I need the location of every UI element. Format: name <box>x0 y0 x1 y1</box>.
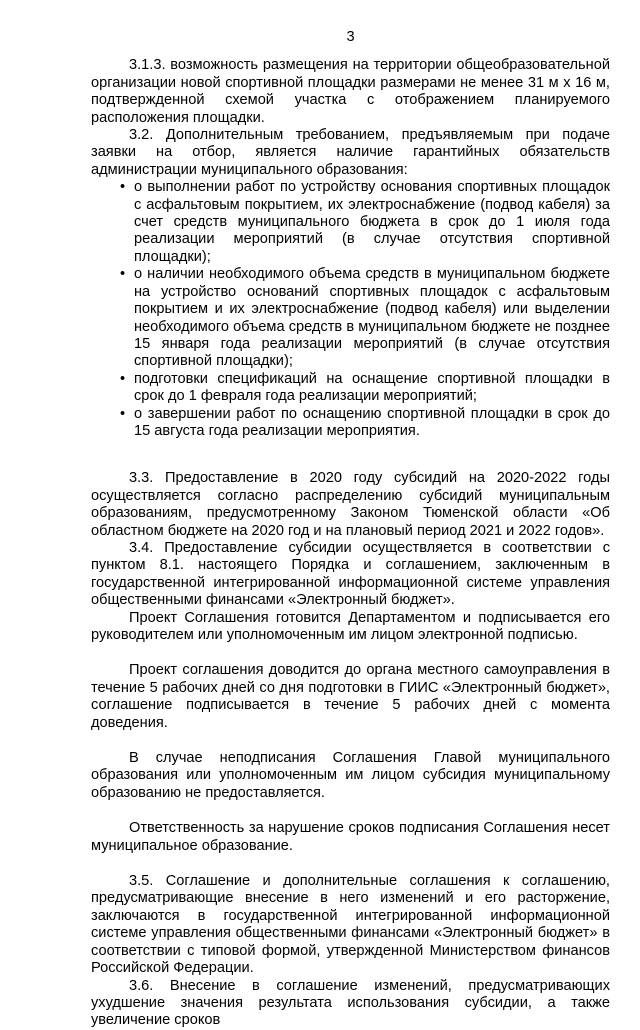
spacer <box>91 644 610 662</box>
list-item <box>120 266 610 370</box>
bullet-marker: • <box>120 370 126 387</box>
list-item-text: подготовки спецификаций на оснащение спортивной площадки в срок до 1 февраля года реализации мероприятий; <box>134 370 610 405</box>
clause-3-3: 3.3. Предоставление в 2020 году субсидий на 2020-2022 годы осуществляется согласно распределению субсидий муниципальным образованиям, предусмотренному Законом Тюменской области «Об областном бюджете на 2020 год и на плановый период 2021 и 2022 годов». <box>91 470 610 539</box>
list-item-text: о наличии необходимого объема средств в муниципальном бюджете на устройство оснований спортивных площадок с асфальтовым покрытием и их электроснабжение (подвод кабеля) или выделении необходимого объема средств в муниципальном бюджете не позднее 15 января года реализации мероприятий (в случае отсутствия спортивной площадки); <box>134 266 610 370</box>
spacer <box>91 802 610 820</box>
agreement-delivery-paragraph: Проект соглашения доводится до органа местного самоуправления в течение 5 рабочих дней со дня подготовки в ГИИС «Электронный бюджет», соглашение подписывается в течение 5 рабочих дней с момента доведения. <box>91 662 610 731</box>
spacer <box>91 732 610 750</box>
list-item-text: о завершении работ по оснащению спортивной площадки в срок до 15 августа года реализации мероприятия. <box>134 405 610 439</box>
spacer <box>91 855 610 873</box>
responsibility-paragraph: Ответственность за нарушение сроков подписания Соглашения несет муниципальное образование. <box>91 820 610 854</box>
clause-3-2: 3.2. Дополнительным требованием, предъявляемым при подаче заявки на отбор, является наличие гарантийных обязательств администрации муниципального образования: <box>91 127 610 178</box>
list-item-text: о выполнении работ по устройству основания спортивных площадок с асфальтовым покрытием, их электроснабжение (подвод кабеля) за счет средств муниципального бюджета в срок до 1 июля года реализации мероприятий (в случае отсутствия спортивной площадки); <box>134 179 610 265</box>
agreement-draft-paragraph: Проект Соглашения готовится Департаментом и подписывается его руководителем или уполномоченным им лицом электронной подписью. <box>91 609 610 643</box>
guarantee-list <box>91 179 610 440</box>
non-signing-paragraph: В случае неподписания Соглашения Главой муниципального образования или уполномоченным им лицом субсидия муниципальному образованию не предоставляется. <box>91 750 610 801</box>
clause-3-4: 3.4. Предоставление субсидии осуществляется в соответствии с пунктом 8.1. настоящего Порядка и соглашением, заключенным в государственной интегрированной информационной системе управления общественными финансами «Электронный бюджет». <box>91 539 610 609</box>
list-item <box>120 370 610 406</box>
bullet-marker: • <box>120 266 126 283</box>
page-number: 3 <box>346 29 355 45</box>
list-item <box>120 405 610 441</box>
clause-3-5: 3.5. Соглашение и дополнительные соглашения к соглашению, предусматривающие внесение в него изменений и его расторжение, заключаются в государственной интегрированной информационной системе управления общественными финансами «Электронный бюджет» в соответствии с типовой формой, утвержденной Министерством финансов Российской Федерации. <box>91 873 610 977</box>
bullet-marker: • <box>120 179 126 196</box>
spacer <box>91 440 610 470</box>
clause-3-1-3: 3.1.3. возможность размещения на территории общеобразовательной организации новой спортивной площадки размерами не менее 31 м х 16 м, подтвержденной схемой участка с отображением планируемого расположения площадки. <box>91 57 610 126</box>
clause-3-6: 3.6. Внесение в соглашение изменений, предусматривающих ухудшение значения результата использования субсидии, а также увеличение сроков <box>91 977 610 1029</box>
list-item <box>120 179 610 266</box>
bullet-marker: • <box>120 405 126 422</box>
